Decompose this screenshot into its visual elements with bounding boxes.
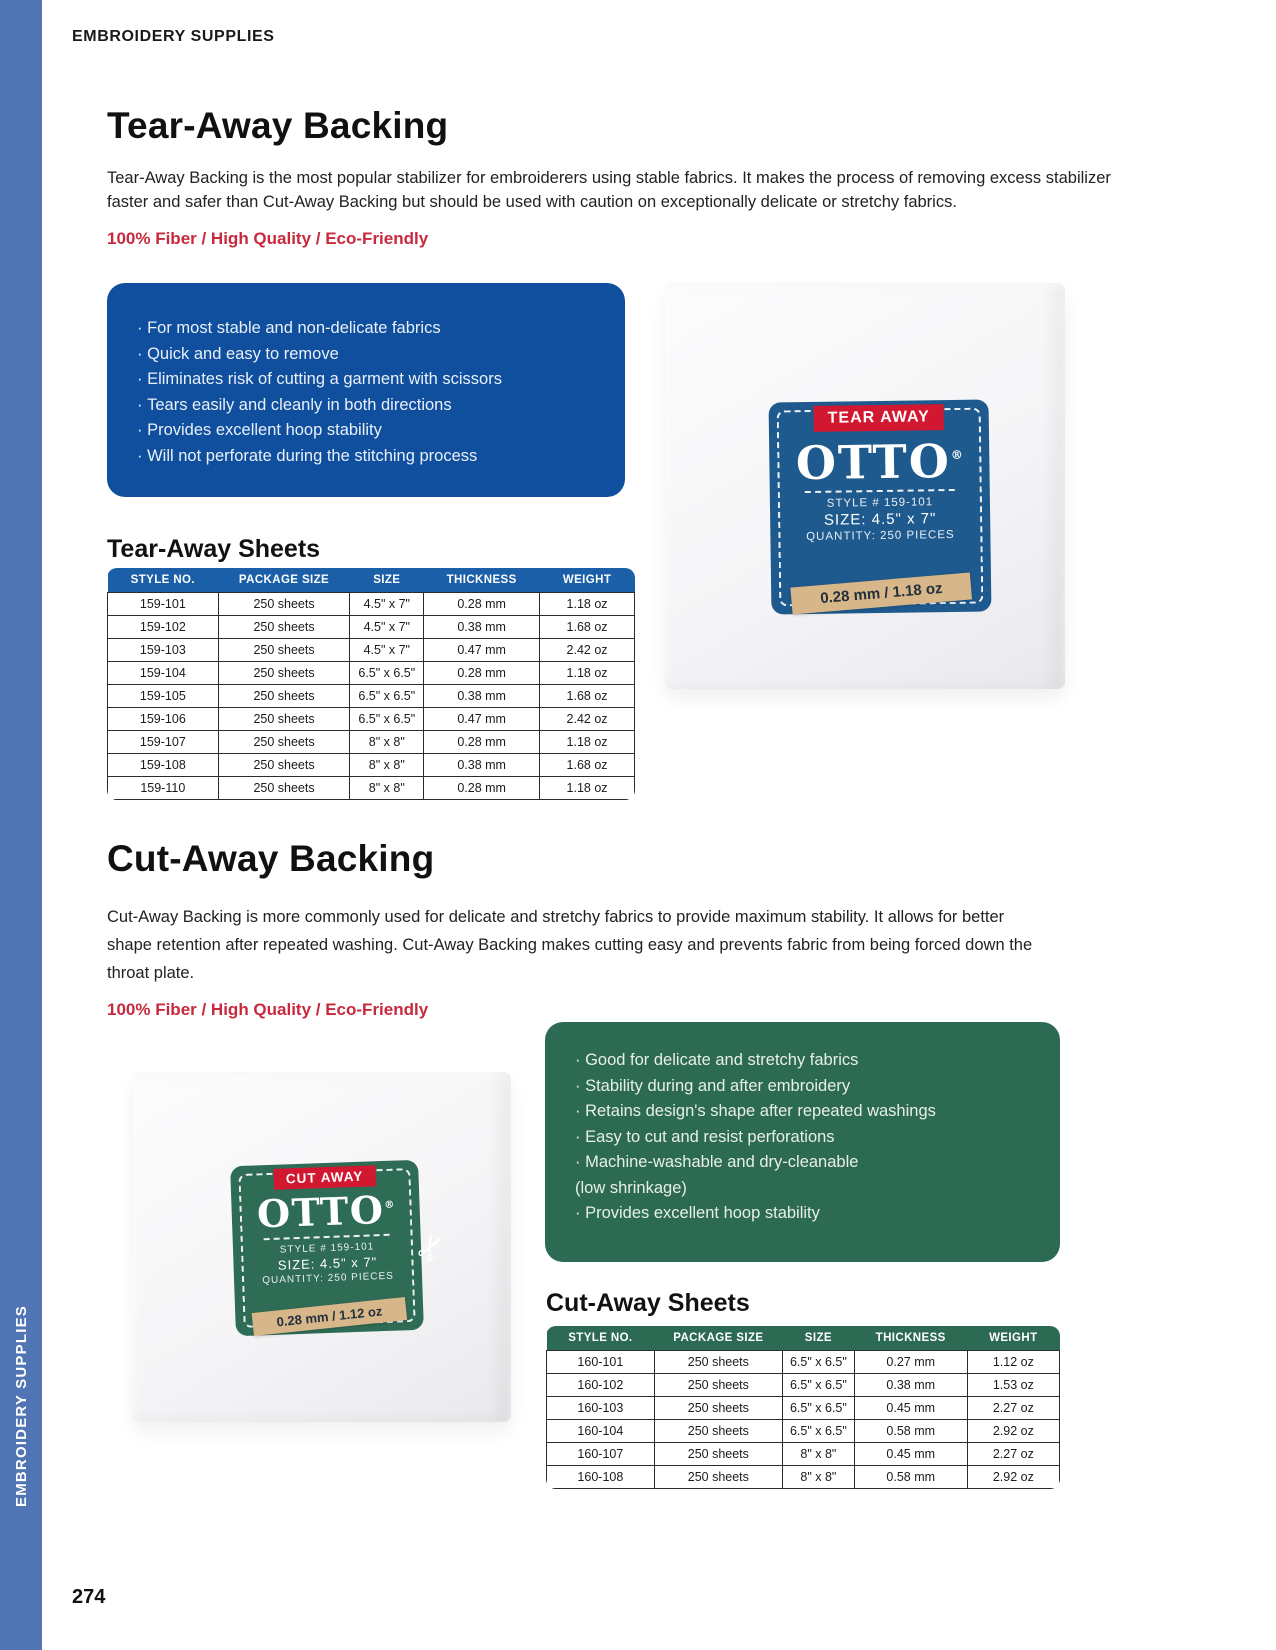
- table-cell: 0.58 mm: [854, 1466, 967, 1489]
- table-cell: 159-104: [108, 662, 219, 685]
- table-cell: 250 sheets: [218, 616, 350, 639]
- feature-item: · Stability during and after embroidery: [575, 1074, 1042, 1100]
- table-cell: 159-106: [108, 708, 219, 731]
- table-cell: 0.45 mm: [854, 1443, 967, 1466]
- table-cell: 250 sheets: [218, 708, 350, 731]
- cut-away-tagline: 100% Fiber / High Quality / Eco-Friendly: [107, 1000, 429, 1019]
- cut-away-title: Cut-Away Backing: [107, 838, 435, 879]
- table-cell: 160-104: [547, 1420, 655, 1443]
- table-cell: 1.18 oz: [540, 731, 635, 754]
- table-cell: 1.68 oz: [540, 685, 635, 708]
- cut-away-product-photo: [133, 1072, 511, 1422]
- table-cell: 250 sheets: [654, 1374, 782, 1397]
- table-cell: 0.38 mm: [854, 1374, 967, 1397]
- table-cell: 250 sheets: [654, 1351, 782, 1374]
- table-cell: 159-103: [108, 639, 219, 662]
- table-row: [108, 708, 635, 731]
- tear-away-tagline: 100% Fiber / High Quality / Eco-Friendly: [107, 229, 429, 248]
- table-cell: 159-108: [108, 754, 219, 777]
- table-cell: 1.53 oz: [967, 1374, 1059, 1397]
- table-cell: 1.18 oz: [540, 662, 635, 685]
- table-row: [547, 1374, 1060, 1397]
- table-cell: 8" x 8": [350, 731, 424, 754]
- table-cell: 2.92 oz: [967, 1466, 1059, 1489]
- table-cell: 250 sheets: [654, 1397, 782, 1420]
- sidebar: [0, 0, 42, 1650]
- table-row: [547, 1397, 1060, 1420]
- tear-away-feature-box: [107, 283, 625, 497]
- table-cell: 8" x 8": [350, 777, 424, 800]
- label-quantity: QUANTITY: 250 PIECES: [806, 528, 955, 544]
- table-cell: 0.28 mm: [424, 662, 540, 685]
- label-style-no: STYLE # 159-101: [826, 496, 934, 510]
- column-header: PACKAGE SIZE: [218, 568, 350, 593]
- table-cell: 159-105: [108, 685, 219, 708]
- page-number: 274: [72, 1586, 106, 1608]
- column-header: SIZE: [782, 1326, 854, 1351]
- table-cell: 0.28 mm: [424, 777, 540, 800]
- table-cell: 6.5" x 6.5": [350, 708, 424, 731]
- table-row: [108, 777, 635, 800]
- table-cell: 250 sheets: [218, 731, 350, 754]
- table-cell: 160-103: [547, 1397, 655, 1420]
- table-cell: 250 sheets: [218, 754, 350, 777]
- table-cell: 0.27 mm: [854, 1351, 967, 1374]
- table-row: [108, 616, 635, 639]
- table-header-row: [547, 1326, 1060, 1351]
- table-cell: 6.5" x 6.5": [782, 1420, 854, 1443]
- table-cell: 4.5" x 7": [350, 639, 424, 662]
- table-cell: 1.68 oz: [540, 754, 635, 777]
- table-cell: 6.5" x 6.5": [782, 1374, 854, 1397]
- cut-away-feature-list: [545, 1022, 1060, 1227]
- table-cell: 2.27 oz: [967, 1443, 1059, 1466]
- table-cell: 4.5" x 7": [350, 616, 424, 639]
- registered-trademark-icon: ®: [384, 1199, 395, 1211]
- table-cell: 8" x 8": [782, 1443, 854, 1466]
- table-cell: 6.5" x 6.5": [350, 662, 424, 685]
- brand-name: OTTO: [256, 1186, 386, 1237]
- registered-trademark-icon: ®: [950, 447, 963, 463]
- table-cell: 160-101: [547, 1351, 655, 1374]
- table-cell: 250 sheets: [218, 662, 350, 685]
- table-cell: 159-102: [108, 616, 219, 639]
- label-quantity: QUANTITY: 250 PIECES: [262, 1270, 395, 1287]
- cut-away-sheets-table: [546, 1326, 1060, 1489]
- table-cell: 250 sheets: [654, 1420, 782, 1443]
- table-cell: 2.42 oz: [540, 639, 635, 662]
- feature-item: · Good for delicate and stretchy fabrics: [575, 1048, 1042, 1074]
- feature-item: · Provides excellent hoop stability: [575, 1201, 1042, 1227]
- table-cell: 159-107: [108, 731, 219, 754]
- table-cell: 0.38 mm: [424, 754, 540, 777]
- brand-logo: [231, 1186, 420, 1237]
- table-cell: 0.47 mm: [424, 639, 540, 662]
- table-cell: 250 sheets: [218, 685, 350, 708]
- table-cell: 4.5" x 7": [350, 593, 424, 616]
- cut-away-sheets-heading: Cut-Away Sheets: [546, 1289, 750, 1317]
- column-header: STYLE NO.: [547, 1326, 655, 1351]
- tear-away-feature-list: [107, 283, 625, 469]
- table-cell: 0.47 mm: [424, 708, 540, 731]
- column-header: WEIGHT: [540, 568, 635, 593]
- table-cell: 1.68 oz: [540, 616, 635, 639]
- table-cell: 1.18 oz: [540, 593, 635, 616]
- sidebar-label: EMBROIDERY SUPPLIES: [12, 1304, 30, 1507]
- table-cell: 250 sheets: [218, 593, 350, 616]
- table-cell: 2.42 oz: [540, 708, 635, 731]
- table-cell: 2.92 oz: [967, 1420, 1059, 1443]
- tear-away-title: Tear-Away Backing: [107, 105, 449, 146]
- label-size: SIZE: 4.5" x 7": [277, 1254, 378, 1273]
- table-cell: 0.28 mm: [424, 593, 540, 616]
- table-cell: 1.18 oz: [540, 777, 635, 800]
- table-row: [547, 1420, 1060, 1443]
- table-cell: 250 sheets: [218, 777, 350, 800]
- table-cell: 160-107: [547, 1443, 655, 1466]
- label-style-no: STYLE # 159-101: [279, 1241, 375, 1256]
- table-row: [108, 754, 635, 777]
- feature-item-continuation: (low shrinkage): [575, 1178, 687, 1197]
- table-cell: 8" x 8": [782, 1466, 854, 1489]
- feature-item: · Machine-washable and dry-cleanable: [575, 1150, 1042, 1176]
- table-cell: 159-101: [108, 593, 219, 616]
- tear-away-product-photo: [665, 283, 1065, 689]
- table-cell: 0.58 mm: [854, 1420, 967, 1443]
- column-header: THICKNESS: [854, 1326, 967, 1351]
- table-cell: 1.12 oz: [967, 1351, 1059, 1374]
- brand-name: OTTO: [795, 434, 952, 491]
- table-cell: 0.28 mm: [424, 731, 540, 754]
- table-cell: 250 sheets: [654, 1443, 782, 1466]
- table-cell: 6.5" x 6.5": [350, 685, 424, 708]
- feature-item: · Quick and easy to remove: [137, 342, 605, 368]
- tear-away-sheets-table: [107, 568, 635, 800]
- feature-item: · Tears easily and cleanly in both directions: [137, 393, 605, 419]
- table-cell: 6.5" x 6.5": [782, 1397, 854, 1420]
- feature-item: · For most stable and non-delicate fabrics: [137, 316, 605, 342]
- table-cell: 2.27 oz: [967, 1397, 1059, 1420]
- label-spec-banner: 0.28 mm / 1.18 oz: [790, 572, 972, 614]
- tear-away-product-label: [769, 399, 992, 614]
- table-row: [108, 731, 635, 754]
- table-header-row: [108, 568, 635, 593]
- feature-item: · Easy to cut and resist perforations: [575, 1125, 1042, 1151]
- label-spec-banner: 0.28 mm / 1.12 oz: [252, 1297, 408, 1336]
- table-row: [547, 1443, 1060, 1466]
- tear-away-banner: TEAR AWAY: [814, 404, 944, 432]
- table-cell: 0.38 mm: [424, 616, 540, 639]
- tear-away-description: Tear-Away Backing is the most popular stabilizer for embroiderers using stable fabrics. It makes the process of removing excess stabilizer faster and safer than Cut-Away Backing but should be used with caution on exceptionally delicate or stretchy fabrics.: [107, 169, 1111, 211]
- cut-away-description: Cut-Away Backing is more commonly used for delicate and stretchy fabrics to provide maximum stability. It allows for better shape retention after repeated washing. Cut-Away Backing makes cutting easy and prevents fabric from being forced down the throat plate.: [107, 908, 1033, 982]
- label-size: SIZE: 4.5" x 7": [823, 510, 937, 529]
- table-cell: 250 sheets: [654, 1466, 782, 1489]
- page-header: EMBROIDERY SUPPLIES: [72, 28, 275, 45]
- cut-away-product-label: [230, 1160, 455, 1336]
- cut-away-banner: CUT AWAY: [273, 1165, 375, 1190]
- table-row: [108, 662, 635, 685]
- table-row: [547, 1466, 1060, 1489]
- table-row: [108, 593, 635, 616]
- column-header: STYLE NO.: [108, 568, 219, 593]
- table-cell: 160-102: [547, 1374, 655, 1397]
- feature-item: · Will not perforate during the stitching process: [137, 444, 605, 470]
- column-header: SIZE: [350, 568, 424, 593]
- table-cell: 6.5" x 6.5": [782, 1351, 854, 1374]
- table-row: [108, 639, 635, 662]
- brand-logo: [769, 434, 990, 491]
- column-header: WEIGHT: [967, 1326, 1059, 1351]
- table-cell: 0.38 mm: [424, 685, 540, 708]
- table-cell: 8" x 8": [350, 754, 424, 777]
- feature-item: · Eliminates risk of cutting a garment with scissors: [137, 367, 605, 393]
- column-header: THICKNESS: [424, 568, 540, 593]
- tear-away-sheets-heading: Tear-Away Sheets: [107, 535, 321, 563]
- table-cell: 160-108: [547, 1466, 655, 1489]
- table-cell: 159-110: [108, 777, 219, 800]
- feature-item: · Provides excellent hoop stability: [137, 418, 605, 444]
- cut-away-feature-box: [545, 1022, 1060, 1262]
- column-header: PACKAGE SIZE: [654, 1326, 782, 1351]
- table-row: [108, 685, 635, 708]
- feature-item: · Retains design's shape after repeated washings: [575, 1099, 1042, 1125]
- table-cell: 250 sheets: [218, 639, 350, 662]
- table-row: [547, 1351, 1060, 1374]
- scissors-icon: ✂: [407, 1225, 455, 1269]
- table-cell: 0.45 mm: [854, 1397, 967, 1420]
- sidebar-label-wrap: [0, 1278, 42, 1534]
